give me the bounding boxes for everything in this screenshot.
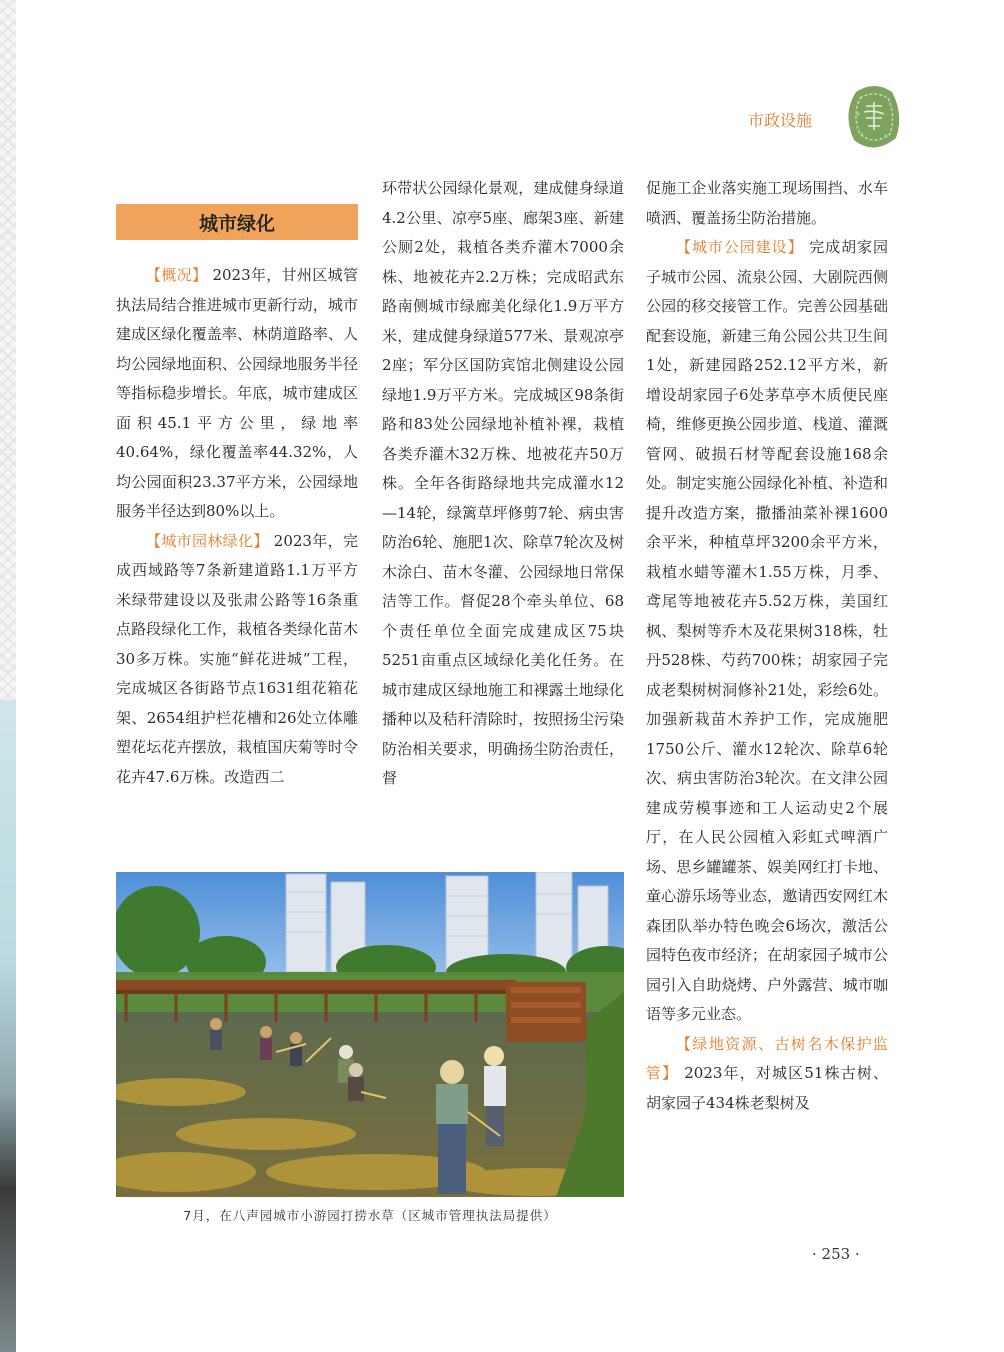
paragraph-landscaping-text: 2023年，完成西域路等7条新建道路1.1万平方米绿带建设以及张肃公路等16条重点路段绿化工作，栽植各类绿化苗木30多万株。实施“鲜花进城”工程，完成城区各街路节点1631组花箱花架、2654组护栏花槽和26处立体雕塑花坛花卉摆放，栽植国庆菊等时令花卉47.6万株。改造西二 (116, 531, 358, 786)
article-title-box (116, 204, 358, 240)
left-edge-pattern (0, 0, 16, 700)
paragraph-dust-cont: 促施工企业落实施工现场围挡、水车喷洒、覆盖扬尘防治措施。 (646, 179, 888, 227)
article-title: 城市绿化 (198, 212, 275, 235)
keyword-parks: 【城市公园建设】 (676, 238, 804, 256)
left-edge-photo-strip (0, 700, 16, 1352)
paragraph-landscaping (116, 527, 358, 793)
text-column-1 (116, 261, 358, 792)
paragraph-overview-text: 2023年，甘州区城管执法局结合推进城市更新行动，城市建成区绿化覆盖率、林荫道路率、人均公园绿地面积、公园绿地服务半径等指标稳步增长。年底，城市建成区面积45.1平方公里，绿地率40.64%，绿化覆盖率44.32%，人均公园面积23.37平方米，公园绿地服务半径达到80%以上。 (116, 266, 358, 520)
keyword-overview: 【概况】 (146, 266, 208, 284)
keyword-landscaping: 【城市园林绿化】 (146, 531, 269, 550)
text-column-3 (646, 174, 888, 1118)
park-cleanup-photo (116, 872, 624, 1197)
paragraph-old-trees (646, 1030, 888, 1119)
keyword-old-trees: 【绿地资源、古树名木保护监管】 (646, 1034, 888, 1082)
paragraph-parks (646, 233, 888, 1030)
paragraph-old-trees-text: 2023年，对城区51株古树、胡家园子434株老梨树及 (646, 1064, 888, 1112)
paragraph-overview (116, 261, 358, 527)
paragraph-parks-text: 完成胡家园子城市公园、流泉公园、大剧院西侧公园的移交接管工作。完善公园基础配套设施，新建三角公园公共卫生间1处，新建园路252.12平方米，新增设胡家园子6处茅草亭木质便民座椅，维修更换公园步道、栈道、灌溉管网、破损石材等配套设施168余处。制定实施公园绿化补植、补造和提升改造方案，撒播油菜补裸1600余平米，种植草坪3200余平方米，栽植水蜡等灌木1.55万株，月季、鸢尾等地被花卉5.52万株，美国红枫、梨树等乔木及花果树318株，牡丹528株、芍药700株；胡家园子完成老梨树树洞修补21处，彩绘6处。加强新栽苗木养护工作，完成施肥1750公斤、灌水12轮次、除草6轮次、病虫害防治3轮次。在文津公园建成劳模事迹和工人运动史2个展厅，在人民公园植入彩虹式啤酒广场、思乡罐罐茶、娱美网红打卡地、童心游乐场等业态，邀请西安网红木森团队举办特色晚会6场次，激活公园特色夜市经济；在胡家园子城市公园引入自助烧烤、户外露营、城市咖语等多元业态。 (646, 238, 888, 1023)
section-label: 市政设施 (748, 111, 813, 130)
text-column-2 (382, 174, 624, 794)
photo-caption: 7月，在八声园城市小游园打捞水草（区城市管理执法局提供） (183, 1208, 557, 1223)
paragraph-landscaping-cont: 环带状公园绿化景观，建成健身绿道4.2公里、凉亭5座、廊架3座、新建公厕2处，栽植各类乔灌木7000余株、地被花卉2.2万株；完成昭武东路南侧城市绿廊美化绿化1.9万平方米，建成健身绿道577米、景观凉亭2座；军分区国防宾馆北侧建设公园绿地1.9万平方米。完成城区98条街路和83处公园绿地补植补裸，栽植各类乔灌木32万株、地被花卉50万株。全年各街路绿地共完成灌水12—14轮，绿篱草坪修剪7轮、病虫害防治6轮、施肥1次、除草7轮次及树木涂白、苗木冬灌、公园绿地日常保洁等工作。督促28个牵头单位、68个责任单位全面完成建成区75块5251亩重点区域绿化美化任务。在城市建成区绿地施工和裸露土地绿化播种以及秸秆清除时，按照扬尘污染防治相关要求，明确扬尘防治责任，督 (382, 179, 624, 787)
seal-stamp-icon (846, 84, 902, 152)
page-number: · 253 · (812, 1245, 860, 1263)
